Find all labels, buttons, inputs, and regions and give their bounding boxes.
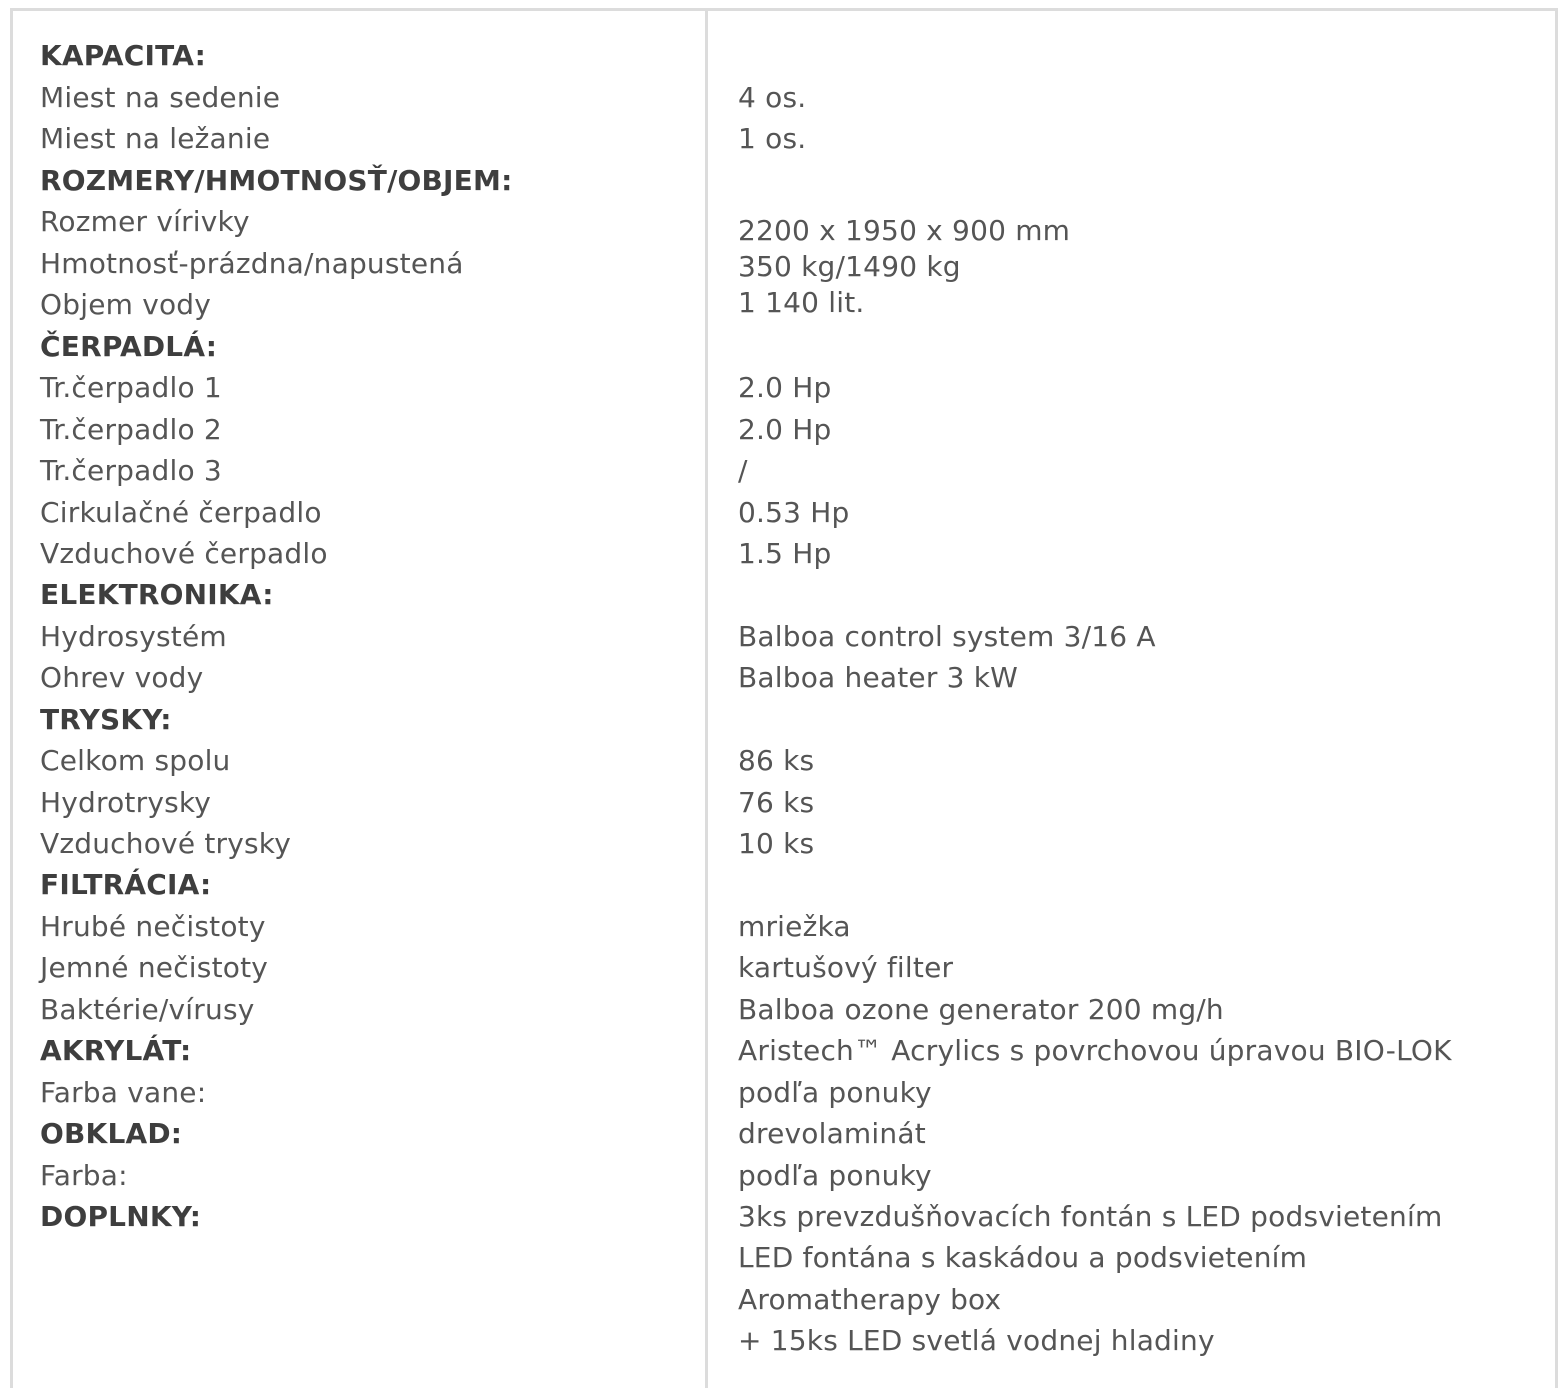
label-hydro-jets: Hydrotrysky (40, 786, 212, 819)
label-hydrosystem: Hydrosystém (40, 620, 227, 653)
value-accessory-1: 3ks prevzdušňovacích fontán s LED podsvietením (738, 1200, 1443, 1233)
value-accessory-4: + 15ks LED svetlá vodnej hladiny (738, 1324, 1215, 1357)
section-heading-electronics: ELEKTRONIKA: (40, 578, 274, 611)
value-tub-color: podľa ponuky (738, 1076, 932, 1109)
value-pump-1: 2.0 Hp (738, 371, 832, 404)
label-coarse-impurities: Hrubé nečistoty (40, 910, 266, 943)
section-heading-filtration: FILTRÁCIA: (40, 868, 212, 901)
label-tub-color: Farba vane: (40, 1076, 207, 1109)
value-water-heating: Balboa heater 3 kW (738, 661, 1019, 694)
value-seating: 4 os. (738, 81, 807, 114)
value-weight: 350 kg/1490 kg (738, 250, 961, 283)
value-lying: 1 os. (738, 122, 807, 155)
value-water-volume: 1 140 lit. (738, 286, 865, 319)
value-air-jets: 10 ks (738, 827, 815, 860)
label-bacteria: Baktérie/vírusy (40, 993, 255, 1026)
label-pump-2: Tr.čerpadlo 2 (40, 413, 222, 446)
value-accessory-3: Aromatherapy box (738, 1283, 1002, 1316)
label-seating: Miest na sedenie (40, 81, 281, 114)
label-pump-3: Tr.čerpadlo 3 (40, 454, 222, 487)
value-circulation-pump: 0.53 Hp (738, 496, 850, 529)
value-coarse-impurities: mriežka (738, 910, 851, 943)
value-cladding-color: podľa ponuky (738, 1159, 932, 1192)
column-divider (705, 8, 708, 1388)
value-bacteria: Balboa ozone generator 200 mg/h (738, 993, 1224, 1026)
section-heading-jets: TRYSKY: (40, 703, 172, 736)
section-heading-accessories: DOPLNKY: (40, 1200, 202, 1233)
label-water-volume: Objem vody (40, 288, 212, 321)
value-fine-impurities: kartušový filter (738, 951, 954, 984)
label-air-pump: Vzduchové čerpadlo (40, 537, 328, 570)
label-cladding-color: Farba: (40, 1159, 128, 1192)
label-total-jets: Celkom spolu (40, 744, 231, 777)
label-dimensions: Rozmer vírivky (40, 205, 250, 238)
value-cladding: drevolaminát (738, 1117, 926, 1150)
value-accessory-2: LED fontána s kaskádou a podsvietením (738, 1241, 1308, 1274)
value-total-jets: 86 ks (738, 744, 815, 777)
label-weight: Hmotnosť-prázdna/napustená (40, 247, 464, 280)
label-air-jets: Vzduchové trysky (40, 827, 291, 860)
value-pump-2: 2.0 Hp (738, 413, 832, 446)
label-pump-1: Tr.čerpadlo 1 (40, 371, 222, 404)
label-lying: Miest na ležanie (40, 122, 271, 155)
section-heading-cladding: OBKLAD: (40, 1117, 183, 1150)
label-fine-impurities: Jemné nečistoty (40, 951, 269, 984)
value-acrylic: Aristech™ Acrylics s povrchovou úpravou BIO-LOK (738, 1034, 1452, 1067)
value-hydro-jets: 76 ks (738, 786, 815, 819)
section-heading-acrylic: AKRYLÁT: (40, 1034, 192, 1067)
value-air-pump: 1.5 Hp (738, 537, 832, 570)
value-dimensions: 2200 x 1950 x 900 mm (738, 214, 1071, 247)
value-hydrosystem: Balboa control system 3/16 A (738, 620, 1156, 653)
section-heading-pumps: ČERPADLÁ: (40, 330, 218, 363)
value-pump-3: / (738, 454, 748, 487)
section-heading-dimensions: ROZMERY/HMOTNOSŤ/OBJEM: (40, 164, 513, 197)
label-circulation-pump: Cirkulačné čerpadlo (40, 496, 322, 529)
label-water-heating: Ohrev vody (40, 661, 204, 694)
section-heading-capacity: KAPACITA: (40, 39, 207, 72)
